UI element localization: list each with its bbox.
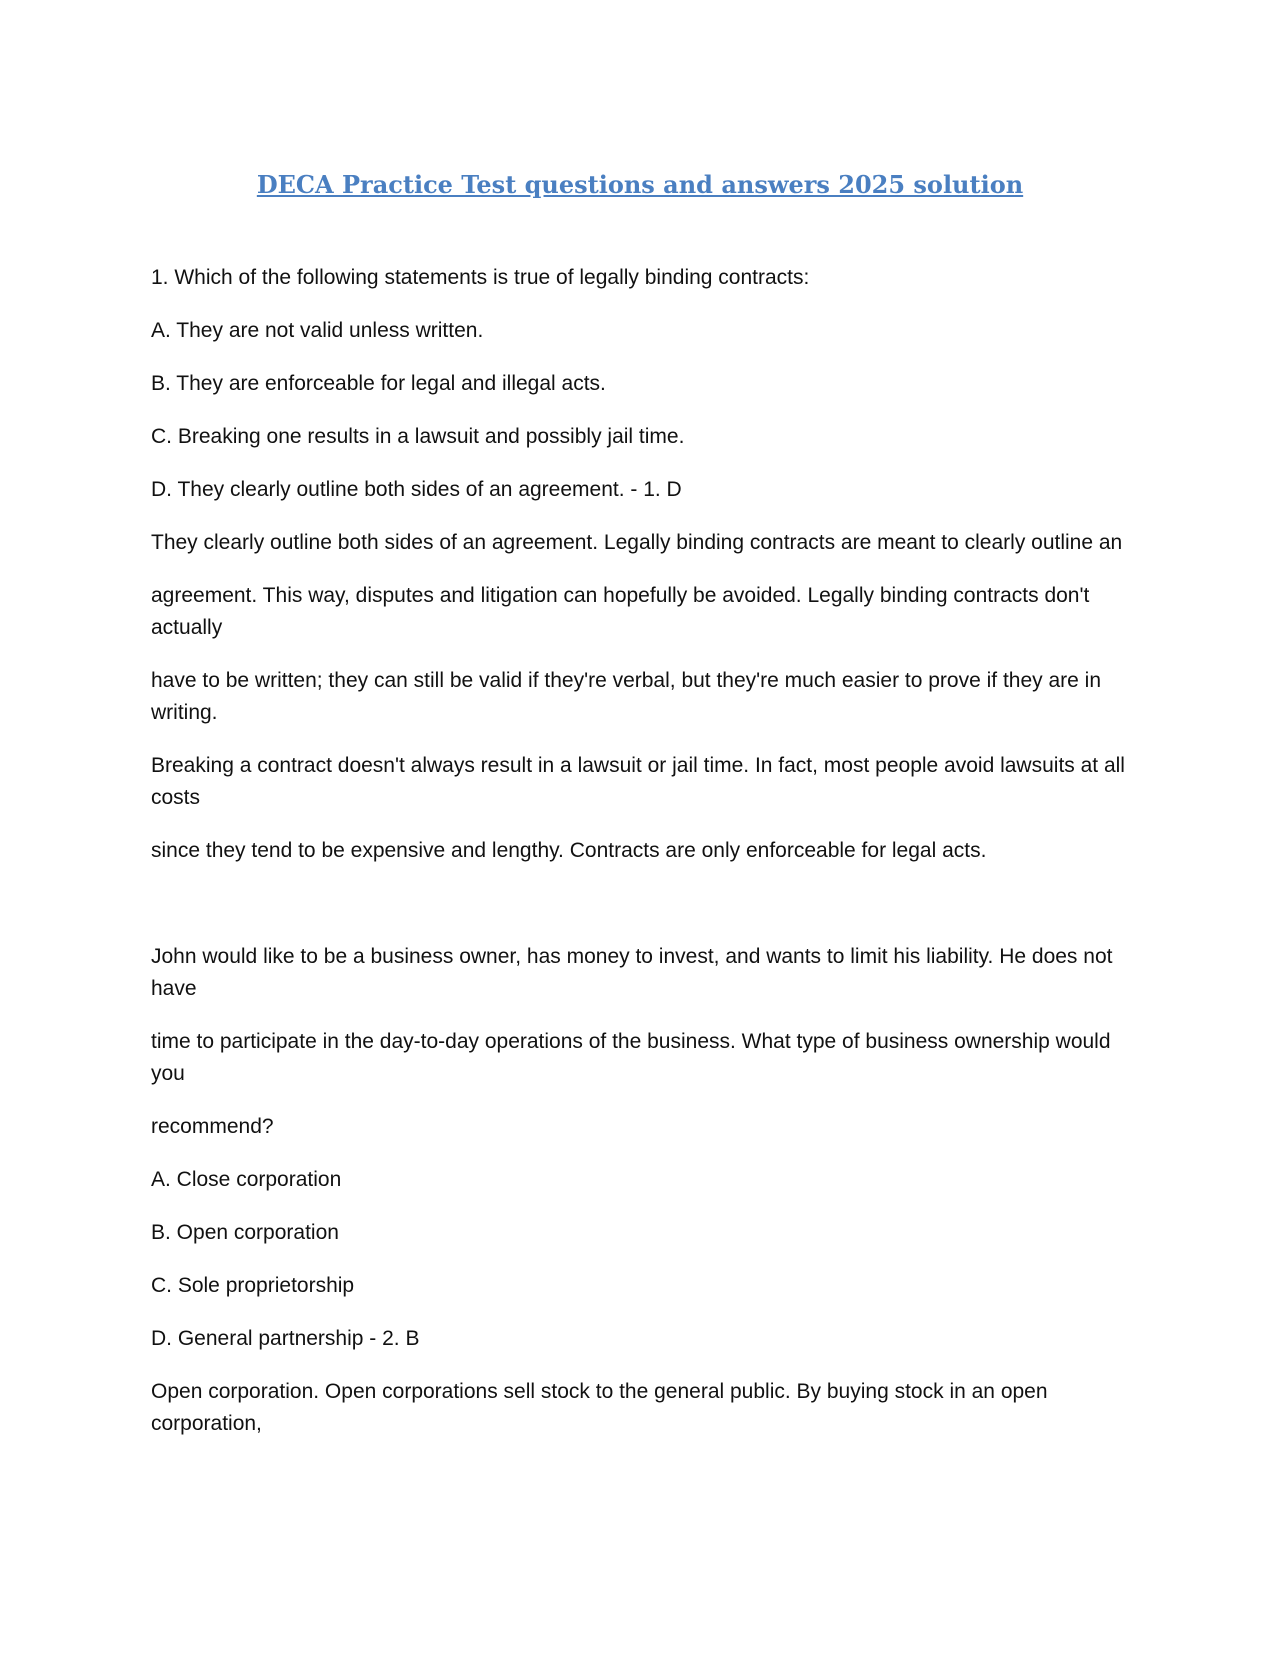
question-1-explanation-paragraph: agreement. This way, disputes and litigation can hopefully be avoided. Legally binding contracts don't actually: [151, 584, 1090, 639]
question-1-option-b: B. They are enforceable for legal and illegal acts.: [151, 372, 606, 395]
question-2-option-d: D. General partnership - 2. B: [151, 1327, 420, 1350]
question-2-option-b: B. Open corporation: [151, 1221, 339, 1244]
section-spacer: [151, 888, 1136, 941]
question-2-stem-line: John would like to be a business owner, has money to invest, and wants to limit his liability. He does not have: [151, 945, 1113, 1000]
question-2-stem-line: recommend?: [151, 1115, 274, 1138]
question-1-option-c: C. Breaking one results in a lawsuit and possibly jail time.: [151, 425, 685, 448]
question-1-option-a: A. They are not valid unless written.: [151, 319, 484, 342]
document-title: DECA Practice Test questions and answers 2025 solution: [256, 170, 1024, 199]
question-1-stem: 1. Which of the following statements is true of legally binding contracts:: [151, 266, 810, 289]
question-2-option-a: A. Close corporation: [151, 1168, 342, 1191]
question-1-explanation-paragraph: They clearly outline both sides of an agreement. Legally binding contracts are meant to clearly outline an: [151, 531, 1123, 554]
question-1-option-d: D. They clearly outline both sides of an agreement. - 1. D: [151, 478, 682, 501]
question-1-explanation-paragraph: since they tend to be expensive and lengthy. Contracts are only enforceable for legal acts.: [151, 839, 987, 862]
question-2-explanation-paragraph: Open corporation. Open corporations sell stock to the general public. By buying stock in an open corporation,: [151, 1380, 1048, 1435]
question-2-stem-line: time to participate in the day-to-day operations of the business. What type of business ownership would you: [151, 1030, 1111, 1085]
question-1-explanation-paragraph: Breaking a contract doesn't always result in a lawsuit or jail time. In fact, most people avoid lawsuits at all costs: [151, 754, 1125, 809]
question-1-explanation-paragraph: have to be written; they can still be valid if they're verbal, but they're much easier to prove if they are in writing.: [151, 669, 1102, 724]
question-2-option-c: C. Sole proprietorship: [151, 1274, 355, 1297]
document-body: [151, 262, 1136, 1461]
